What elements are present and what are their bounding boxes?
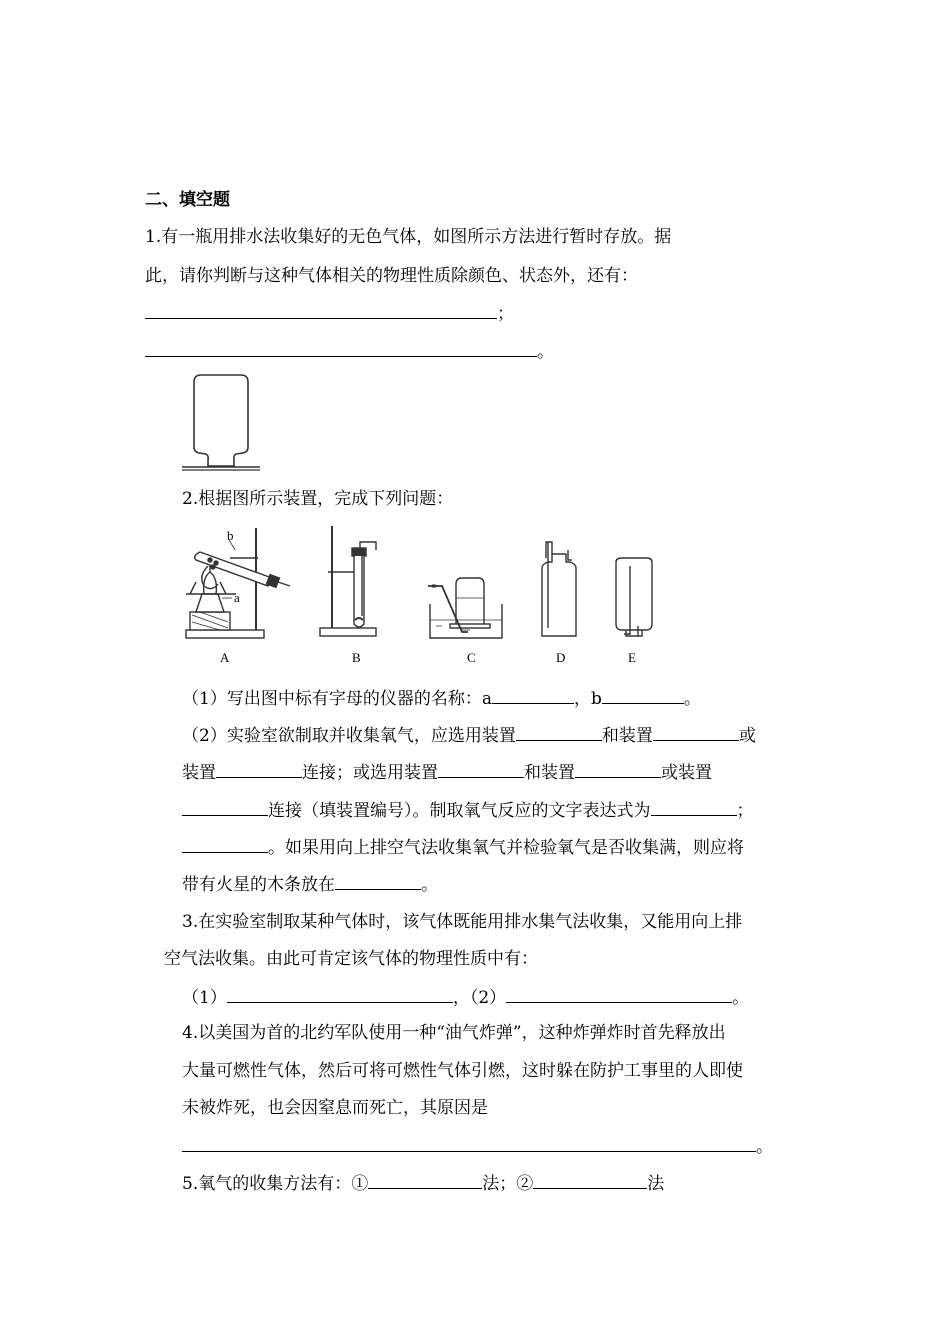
q4-line2: 大量可燃性气体，然后可将可燃性气体引燃，这时躲在防护工事里的人即使 [182,1061,743,1081]
apparatus-b [320,526,376,636]
answer-blank[interactable] [575,761,661,778]
figure-label-d: D [556,650,566,665]
answer-blank[interactable] [438,761,524,778]
q4-answer: 。 [182,1135,773,1158]
q3-answers: （1） ，（2） 。 [182,988,750,1008]
section-title: 二、填空题 [145,190,230,210]
figure-label-a: A [220,650,230,665]
apparatus-figure [180,520,680,670]
figure-label-e: E [628,650,636,665]
answer-blank[interactable] [182,1135,756,1152]
q1-answer-1: ； [145,302,514,325]
q2-part1: （1）写出图中标有字母的仪器的名称：a ，b 。 [182,689,701,709]
answer-blank[interactable] [651,799,737,816]
q2-part2-line5: 带有火星的木条放在 。 [182,875,438,895]
answer-blank[interactable] [368,1172,482,1189]
q1-line2: 此，请你判断与这种气体相关的物理性质除颜色、状态外，还有： [145,266,638,286]
answer-blank[interactable] [182,836,268,853]
q2-part2-line1: （2）实验室欲制取并收集氧气，应选用装置 和装置 或 [182,726,756,746]
apparatus-e [616,558,652,636]
q3-line1: 3.在实验室制取某种气体时，该气体既能用排水集气法收集，又能用向上排 [182,912,743,932]
figure-label-c: C [467,650,476,665]
apparatus-d [542,542,576,636]
q4-line1: 4.以美国为首的北约军队使用一种“油气炸弹”，这种炸弹炸时首先释放出 [182,1023,726,1043]
answer-blank[interactable] [145,302,497,319]
apparatus-c [428,578,502,638]
answer-blank[interactable] [335,873,421,890]
answer-blank[interactable] [506,986,732,1003]
q3-line2: 空气法收集。由此可肯定该气体的物理性质中有： [164,949,538,969]
answer-blank[interactable] [227,986,453,1003]
answer-blank[interactable] [533,1172,647,1189]
answer-blank[interactable] [216,761,302,778]
q2-intro: 2.根据图所示装置，完成下列问题： [182,489,454,509]
apparatus-a [186,528,290,638]
q4-line3: 未被炸死，也会因窒息而死亡，其原因是 [182,1098,488,1118]
q1-answer-2: 。 [145,340,554,363]
q5-line: 5.氧气的收集方法有：① 法；② 法 [182,1174,665,1194]
q2-part2-line3: 连接（填装置编号）。制取氧气反应的文字表达式为 ； [182,799,754,822]
answer-blank[interactable] [182,799,268,816]
answer-blank[interactable] [145,340,537,357]
figure-label-b: B [352,650,361,665]
q2-part2-line2: 装置 连接；或选用装置 和装置 或装置 [182,763,712,783]
inverted-gas-jar-figure [180,372,262,472]
label-b: b [227,528,234,543]
answer-blank[interactable] [602,687,684,704]
q1-line1: 1.有一瓶用排水法收集好的无色气体，如图所示方法进行暂时存放。据 [145,227,672,247]
answer-blank[interactable] [492,687,574,704]
answer-blank[interactable] [516,724,602,741]
label-a: a [234,590,240,605]
q2-part2-line4: 。如果用向上排空气法收集氧气并检验氧气是否收集满，则应将 [182,836,744,859]
answer-blank[interactable] [653,724,739,741]
